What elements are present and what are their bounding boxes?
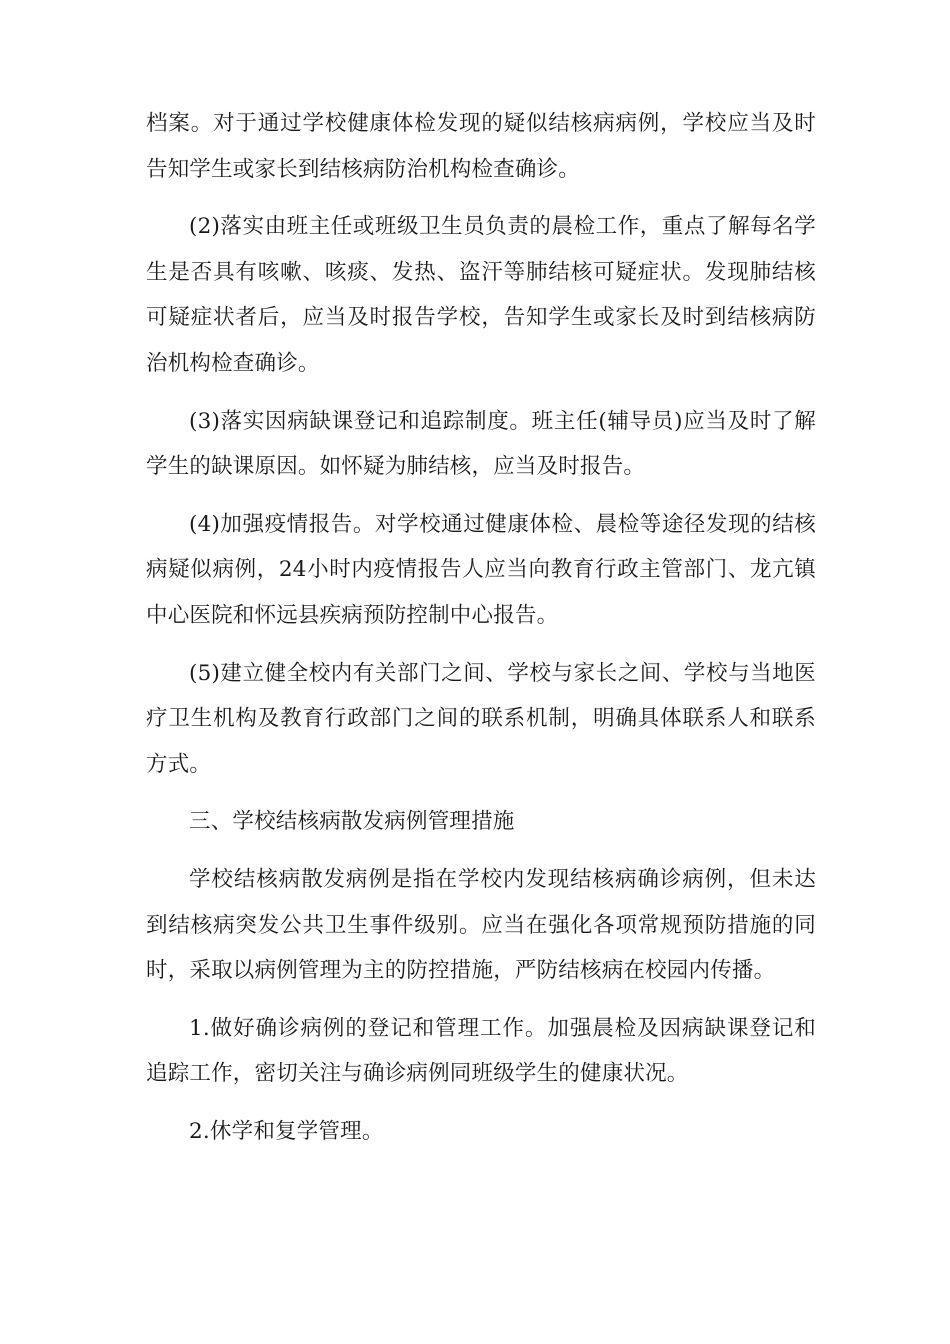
- paragraph-sporadic-definition: 学校结核病散发病例是指在学校内发现结核病确诊病例，但未达到结核病突发公共卫生事件级别。应当在强化各项常规预防措施的同时，采取以病例管理为主的防控措施，严防结核病在校园内传播。: [146, 866, 816, 984]
- paragraph-epidemic-report: (4)加强疫情报告。对学校通过健康体检、晨检等途径发现的结核病疑似病例，24小时内疫情报告人应当向教育行政主管部门、龙亢镇中心医院和怀远县疾病预防控制中心报告。: [146, 511, 816, 628]
- section-heading-sporadic-cases: 三、学校结核病散发病例管理措施: [189, 809, 515, 835]
- paragraph-case-registration: 1.做好确诊病例的登记和管理工作。加强晨检及因病缺课登记和追踪工作，密切关注与确诊病例同班级学生的健康状况。: [146, 1015, 816, 1087]
- paragraph-absence-tracking: (3)落实因病缺课登记和追踪制度。班主任(辅导员)应当及时了解学生的缺课原因。如怀疑为肺结核，应当及时报告。: [146, 408, 816, 480]
- document-body: [146, 101, 816, 1166]
- paragraph-continuation: 档案。对于通过学校健康体检发现的疑似结核病病例，学校应当及时告知学生或家长到结核病防治机构检查确诊。: [146, 111, 816, 182]
- paragraph-liaison-mechanism: (5)建立健全校内有关部门之间、学校与家长之间、学校与当地医疗卫生机构及教育行政部门之间的联系机制，明确具体联系人和联系方式。: [146, 660, 816, 777]
- paragraph-suspension-resumption: 2.休学和复学管理。: [189, 1118, 384, 1144]
- paragraph-morning-check: (2)落实由班主任或班级卫生员负责的晨检工作，重点了解每名学生是否具有咳嗽、咳痰、发热、盗汗等肺结核可疑症状。发现肺结核可疑症状者后，应当及时报告学校，告知学生或家长及时到结核病防治机构检查确诊。: [146, 214, 816, 376]
